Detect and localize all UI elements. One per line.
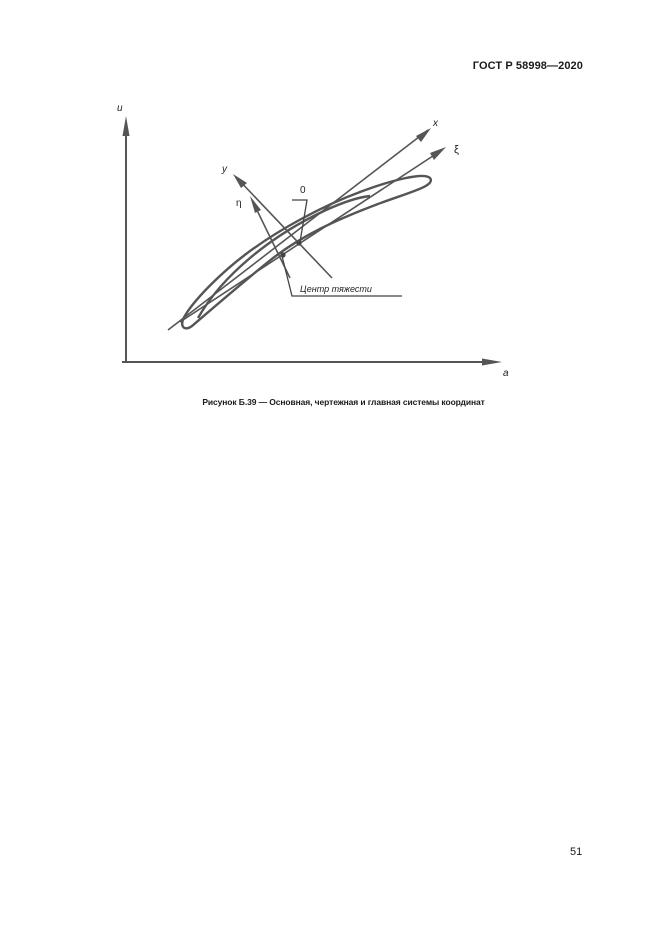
page-number: 51: [570, 846, 583, 858]
axis-u-arrow: [123, 116, 130, 136]
axis-x-label: x: [433, 118, 438, 129]
center-of-gravity-label: Центр тяжести: [300, 284, 372, 294]
origin-point: [296, 240, 301, 245]
axis-u-label: u: [117, 103, 123, 114]
axis-xi-label: ξ: [454, 144, 459, 156]
axis-eta-label: η: [236, 198, 242, 209]
center-of-gravity-point: [280, 252, 285, 257]
page-header-standard-code: ГОСТ Р 58998—2020: [472, 60, 583, 72]
axis-y-label: y: [222, 164, 227, 175]
axis-a-arrow: [482, 359, 502, 366]
axis-x-line: [168, 130, 428, 330]
axis-xi-arrow: [430, 147, 446, 160]
axis-x-arrow: [416, 128, 431, 142]
figure-caption: [0, 397, 661, 407]
axis-a-label: a: [503, 368, 509, 379]
origin-label: 0: [300, 185, 306, 196]
figure-caption-text: Рисунок Б.39 — Основная, чертежная и главная системы координат: [202, 397, 485, 407]
